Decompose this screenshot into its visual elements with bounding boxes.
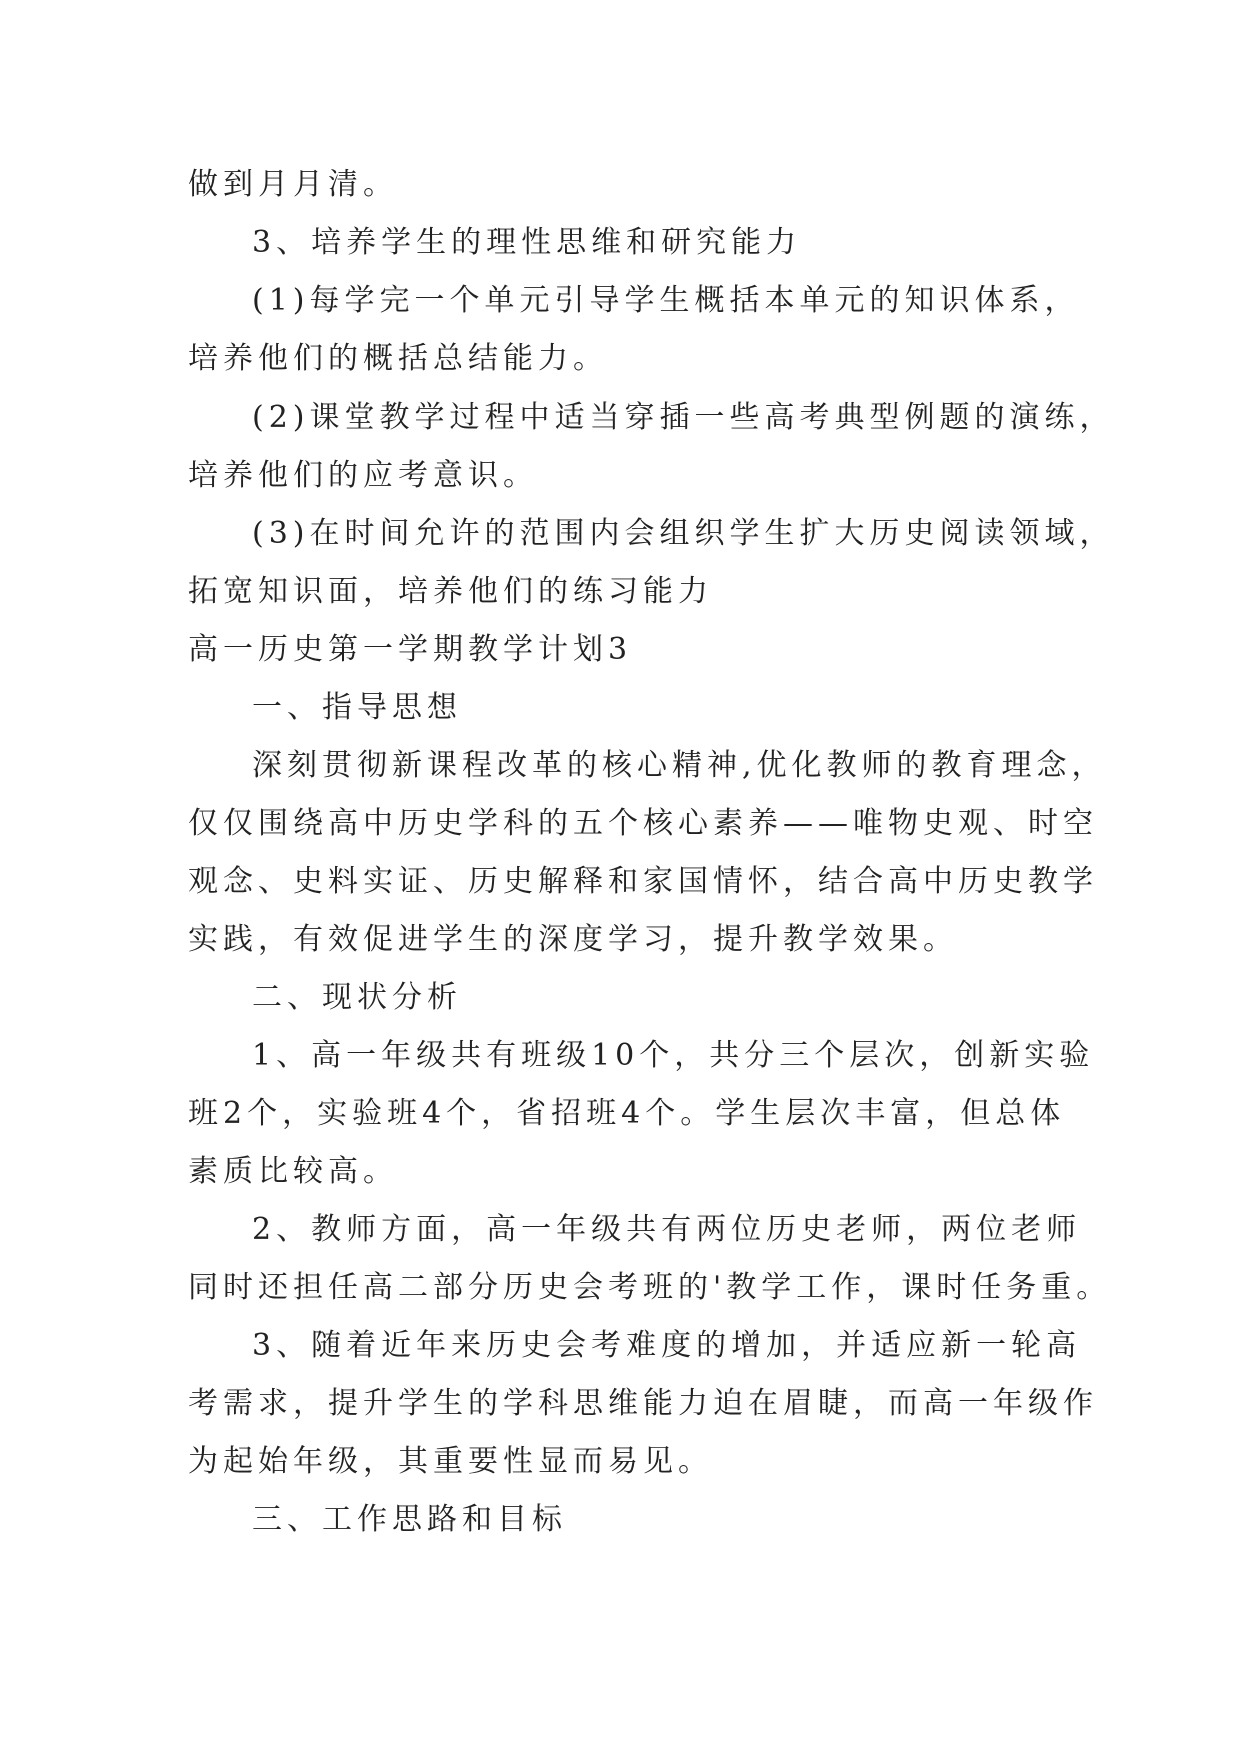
section-heading: 三、工作思路和目标 bbox=[252, 1502, 567, 1537]
text-line: 培养他们的概括总结能力。 bbox=[188, 341, 608, 376]
text-line: 素质比较高。 bbox=[188, 1154, 398, 1189]
text-line: 做到月月清。 bbox=[188, 167, 398, 202]
text-line: 为起始年级，其重要性显而易见。 bbox=[188, 1444, 713, 1479]
text-line: (1)每学完一个单元引导学生概括本单元的知识体系， bbox=[252, 283, 1080, 318]
text-line: 3、随着近年来历史会考难度的增加，并适应新一轮高 bbox=[252, 1328, 1082, 1363]
text-line: 2、教师方面，高一年级共有两位历史老师，两位老师 bbox=[252, 1212, 1082, 1247]
text-line: 培养他们的应考意识。 bbox=[188, 458, 538, 493]
text-line: 1、高一年级共有班级10个，共分三个层次，创新实验 bbox=[252, 1038, 1095, 1073]
text-line: 仅仅围绕高中历史学科的五个核心素养——唯物史观、时空 bbox=[188, 806, 1098, 841]
document-title: 高一历史第一学期教学计划3 bbox=[188, 632, 633, 667]
text-line: 班2个，实验班4个，省招班4个。学生层次丰富，但总体 bbox=[188, 1096, 1066, 1131]
text-line: 深刻贯彻新课程改革的核心精神,优化教师的教育理念， bbox=[252, 748, 1107, 783]
text-line: (2)课堂教学过程中适当穿插一些高考典型例题的演练， bbox=[252, 400, 1115, 435]
text-line: 同时还担任高二部分历史会考班的'教学工作，课时任务重。 bbox=[188, 1270, 1112, 1305]
section-heading: 二、现状分析 bbox=[252, 980, 462, 1015]
section-heading: 3、培养学生的理性思维和研究能力 bbox=[252, 225, 802, 260]
text-line: 观念、史料实证、历史解释和家国情怀，结合高中历史教学 bbox=[188, 864, 1098, 899]
section-heading: 一、指导思想 bbox=[252, 690, 462, 725]
text-line: 拓宽知识面，培养他们的练习能力 bbox=[188, 574, 713, 609]
text-line: 考需求，提升学生的学科思维能力迫在眉睫，而高一年级作 bbox=[188, 1386, 1098, 1421]
text-line: (3)在时间允许的范围内会组织学生扩大历史阅读领域， bbox=[252, 516, 1115, 551]
text-line: 实践，有效促进学生的深度学习，提升教学效果。 bbox=[188, 922, 958, 957]
